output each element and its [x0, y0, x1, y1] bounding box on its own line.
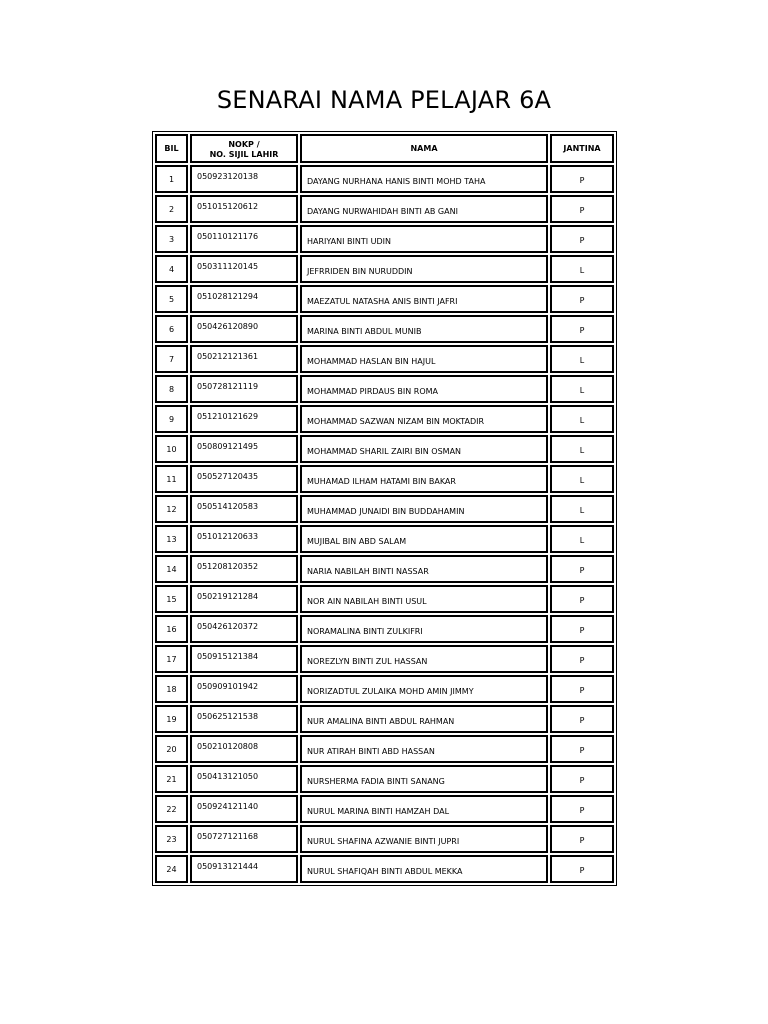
cell-jantina: P [550, 555, 614, 583]
cell-nokp: 051015120612 [190, 195, 298, 223]
cell-nama: MAEZATUL NATASHA ANIS BINTI JAFRI [300, 285, 548, 313]
cell-nama: MUHAMAD ILHAM HATAMI BIN BAKAR [300, 465, 548, 493]
student-table [152, 131, 617, 886]
cell-bil: 7 [155, 345, 188, 373]
cell-bil: 4 [155, 255, 188, 283]
table-row [155, 495, 614, 523]
table-row [155, 615, 614, 643]
table-row [155, 705, 614, 733]
cell-jantina: P [550, 315, 614, 343]
cell-jantina: P [550, 855, 614, 883]
cell-bil: 2 [155, 195, 188, 223]
cell-nokp: 051208120352 [190, 555, 298, 583]
table-row [155, 585, 614, 613]
cell-bil: 5 [155, 285, 188, 313]
cell-jantina: L [550, 255, 614, 283]
header-bil: BIL [155, 134, 188, 163]
cell-nama: NOREZLYN BINTI ZUL HASSAN [300, 645, 548, 673]
table-row [155, 195, 614, 223]
cell-nokp: 050311120145 [190, 255, 298, 283]
cell-nama: MOHAMMAD SAZWAN NIZAM BIN MOKTADIR [300, 405, 548, 433]
cell-jantina: P [550, 585, 614, 613]
table-row [155, 225, 614, 253]
cell-nama: NORAMALINA BINTI ZULKIFRI [300, 615, 548, 643]
cell-nama: MARINA BINTI ABDUL MUNIB [300, 315, 548, 343]
table-row [155, 345, 614, 373]
table-row [155, 165, 614, 193]
cell-bil: 11 [155, 465, 188, 493]
cell-nokp: 051012120633 [190, 525, 298, 553]
cell-nokp: 050527120435 [190, 465, 298, 493]
table-row [155, 255, 614, 283]
table-row [155, 765, 614, 793]
cell-nama: DAYANG NURWAHIDAH BINTI AB GANI [300, 195, 548, 223]
cell-nama: HARIYANI BINTI UDIN [300, 225, 548, 253]
cell-jantina: L [550, 465, 614, 493]
cell-nokp: 050426120372 [190, 615, 298, 643]
cell-nokp: 050210120808 [190, 735, 298, 763]
cell-nokp: 050426120890 [190, 315, 298, 343]
cell-jantina: P [550, 705, 614, 733]
cell-nokp: 051210121629 [190, 405, 298, 433]
cell-bil: 17 [155, 645, 188, 673]
cell-jantina: P [550, 165, 614, 193]
cell-bil: 19 [155, 705, 188, 733]
cell-nama: NORIZADTUL ZULAIKA MOHD AMIN JIMMY [300, 675, 548, 703]
cell-bil: 22 [155, 795, 188, 823]
cell-jantina: L [550, 345, 614, 373]
cell-bil: 24 [155, 855, 188, 883]
cell-nama: NURSHERMA FADIA BINTI SANANG [300, 765, 548, 793]
cell-nokp: 050727121168 [190, 825, 298, 853]
cell-bil: 18 [155, 675, 188, 703]
table-row [155, 555, 614, 583]
cell-jantina: P [550, 825, 614, 853]
cell-bil: 12 [155, 495, 188, 523]
table-row [155, 735, 614, 763]
cell-bil: 8 [155, 375, 188, 403]
table-header-row [155, 134, 614, 163]
cell-nokp: 050219121284 [190, 585, 298, 613]
table-row [155, 795, 614, 823]
cell-nama: DAYANG NURHANA HANIS BINTI MOHD TAHA [300, 165, 548, 193]
cell-nama: JEFRRIDEN BIN NURUDDIN [300, 255, 548, 283]
cell-jantina: P [550, 675, 614, 703]
cell-nama: MOHAMMAD HASLAN BIN HAJUL [300, 345, 548, 373]
cell-nama: NUR AMALINA BINTI ABDUL RAHMAN [300, 705, 548, 733]
cell-nokp: 050212121361 [190, 345, 298, 373]
cell-nokp: 050909101942 [190, 675, 298, 703]
cell-bil: 15 [155, 585, 188, 613]
cell-nama: MOHAMMAD SHARIL ZAIRI BIN OSMAN [300, 435, 548, 463]
header-nokp-line1: NOKP / [228, 139, 260, 149]
cell-bil: 23 [155, 825, 188, 853]
cell-bil: 13 [155, 525, 188, 553]
cell-bil: 20 [155, 735, 188, 763]
table-row [155, 285, 614, 313]
cell-jantina: P [550, 225, 614, 253]
cell-jantina: P [550, 285, 614, 313]
cell-nokp: 051028121294 [190, 285, 298, 313]
cell-nokp: 050728121119 [190, 375, 298, 403]
cell-jantina: L [550, 525, 614, 553]
table-row [155, 465, 614, 493]
cell-nama: MUJIBAL BIN ABD SALAM [300, 525, 548, 553]
table-row [155, 435, 614, 463]
cell-jantina: L [550, 495, 614, 523]
header-nokp [190, 134, 298, 163]
cell-jantina: L [550, 435, 614, 463]
cell-bil: 1 [155, 165, 188, 193]
table-row [155, 375, 614, 403]
cell-jantina: P [550, 615, 614, 643]
cell-jantina: P [550, 795, 614, 823]
cell-jantina: L [550, 405, 614, 433]
page-title: SENARAI NAMA PELAJAR 6A [216, 86, 552, 114]
cell-nama: MOHAMMAD PIRDAUS BIN ROMA [300, 375, 548, 403]
header-nokp-line2: NO. SIJIL LAHIR [209, 149, 279, 159]
cell-nama: NURUL MARINA BINTI HAMZAH DAL [300, 795, 548, 823]
cell-nokp: 050924121140 [190, 795, 298, 823]
table-row [155, 405, 614, 433]
cell-nokp: 050110121176 [190, 225, 298, 253]
table-row [155, 825, 614, 853]
table-row [155, 645, 614, 673]
cell-nokp: 050915121384 [190, 645, 298, 673]
cell-jantina: P [550, 195, 614, 223]
cell-bil: 3 [155, 225, 188, 253]
cell-nokp: 050625121538 [190, 705, 298, 733]
cell-bil: 9 [155, 405, 188, 433]
cell-bil: 6 [155, 315, 188, 343]
cell-nama: NUR ATIRAH BINTI ABD HASSAN [300, 735, 548, 763]
cell-nama: NURUL SHAFINA AZWANIE BINTI JUPRI [300, 825, 548, 853]
header-jantina: JANTINA [550, 134, 614, 163]
table-row [155, 525, 614, 553]
cell-nokp: 050413121050 [190, 765, 298, 793]
table-body [155, 165, 614, 883]
cell-jantina: P [550, 735, 614, 763]
cell-bil: 10 [155, 435, 188, 463]
table-row [155, 675, 614, 703]
cell-nama: NOR AIN NABILAH BINTI USUL [300, 585, 548, 613]
cell-bil: 16 [155, 615, 188, 643]
cell-nokp: 050913121444 [190, 855, 298, 883]
cell-nokp: 050809121495 [190, 435, 298, 463]
table-row [155, 855, 614, 883]
header-nama: NAMA [300, 134, 548, 163]
cell-bil: 21 [155, 765, 188, 793]
cell-jantina: P [550, 645, 614, 673]
cell-jantina: P [550, 765, 614, 793]
cell-bil: 14 [155, 555, 188, 583]
cell-jantina: L [550, 375, 614, 403]
cell-nokp: 050923120138 [190, 165, 298, 193]
cell-nama: MUHAMMAD JUNAIDI BIN BUDDAHAMIN [300, 495, 548, 523]
cell-nokp: 050514120583 [190, 495, 298, 523]
cell-nama: NURUL SHAFIQAH BINTI ABDUL MEKKA [300, 855, 548, 883]
table-row [155, 315, 614, 343]
cell-nama: NARIA NABILAH BINTI NASSAR [300, 555, 548, 583]
